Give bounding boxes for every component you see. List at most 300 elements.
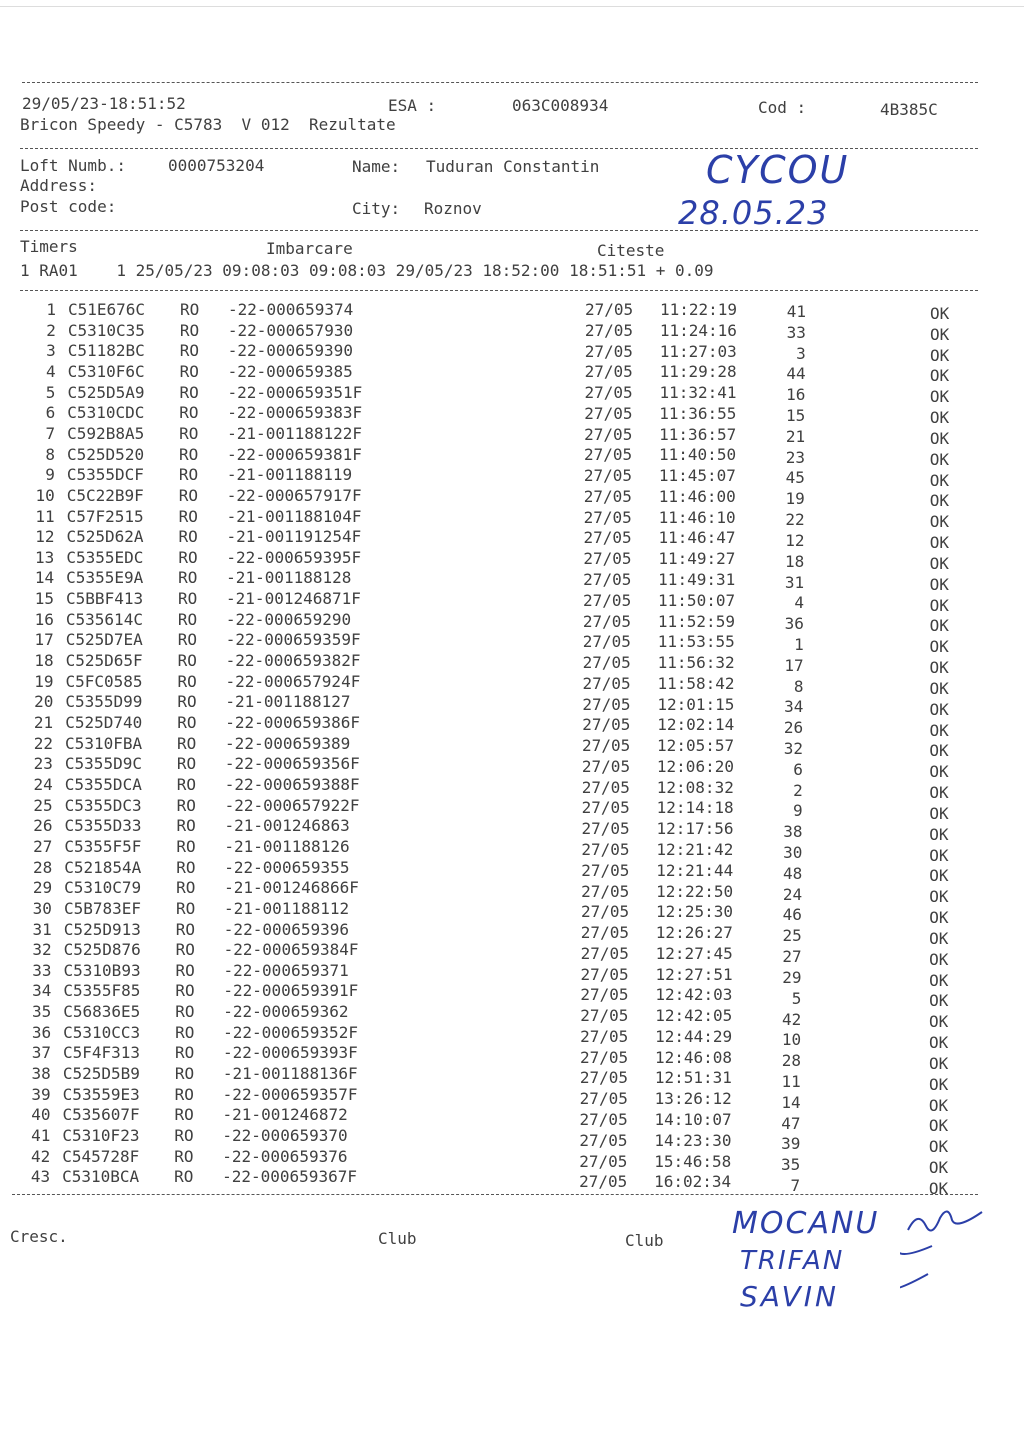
bird-code: C5355F85 <box>63 981 141 1001</box>
ring-number: -21-001246871F <box>226 589 361 609</box>
status-ok: OK <box>929 387 950 407</box>
bird-code: C5FC0585 <box>65 671 143 691</box>
row-number: 24 <box>33 774 53 794</box>
country-code: RO <box>175 940 195 960</box>
row-number: 15 <box>34 589 55 609</box>
ring-number: -21-001188136F <box>222 1064 358 1084</box>
country-code: RO <box>177 692 197 712</box>
arrival-date: 27/05 <box>583 528 632 548</box>
bird-code: C5355E9A <box>66 568 144 588</box>
country-code: RO <box>174 1064 195 1084</box>
status-ok: OK <box>929 803 949 823</box>
table-row <box>0 341 1024 365</box>
place-number: 38 <box>783 822 803 842</box>
bird-code: C5355D33 <box>64 816 142 836</box>
signature-trifan: TRIFAN <box>740 1246 845 1276</box>
ring-number: -22-000659376 <box>222 1146 348 1166</box>
status-ok: OK <box>928 1137 949 1157</box>
row-number: 18 <box>34 651 54 671</box>
status-ok: OK <box>929 887 949 907</box>
table-row <box>0 857 1024 886</box>
row-number: 26 <box>33 816 53 836</box>
arrival-date: 27/05 <box>581 777 630 797</box>
status-ok: OK <box>929 470 950 490</box>
status-ok: OK <box>928 1053 949 1073</box>
country-code: RO <box>178 589 198 609</box>
status-ok: OK <box>929 678 949 698</box>
arrival-time: 11:50:07 <box>658 590 736 610</box>
arrival-time: 12:08:32 <box>656 777 734 797</box>
country-code: RO <box>176 774 197 794</box>
arrival-date: 27/05 <box>580 1006 629 1026</box>
row-number: 37 <box>31 1043 51 1063</box>
timer-line: 1 RA01 1 25/05/23 09:08:03 09:08:03 29/05/23 18:52:00 18:51:51 + 0.09 <box>20 261 714 280</box>
table-row <box>0 671 1024 698</box>
arrival-date: 27/05 <box>582 632 631 652</box>
place-number: 4 <box>794 593 805 613</box>
place-number: 16 <box>786 385 806 405</box>
place-number: 3 <box>796 343 806 363</box>
ring-number: -22-000659351F <box>227 382 363 402</box>
status-ok: OK <box>928 1158 949 1178</box>
country-code: RO <box>179 403 199 423</box>
status-ok: OK <box>929 637 949 657</box>
row-number: 17 <box>34 630 54 650</box>
signature-mocanu: MOCANU <box>732 1206 880 1241</box>
table-row <box>0 960 1024 990</box>
arrival-time: 11:56:32 <box>657 653 735 673</box>
arrival-time: 11:27:03 <box>659 341 737 361</box>
table-row <box>0 692 1024 719</box>
country-code: RO <box>175 960 195 980</box>
ring-number: -22-000659386F <box>225 713 361 732</box>
divider-timers <box>20 230 978 231</box>
ring-number: -22-000659390 <box>227 341 353 361</box>
place-number: 44 <box>786 364 806 384</box>
row-number: 43 <box>30 1167 51 1187</box>
address-label: Address: <box>20 176 98 195</box>
bird-code: C5355DCA <box>64 774 142 794</box>
place-number: 31 <box>784 572 805 592</box>
bird-code: C5B783EF <box>63 898 141 918</box>
country-code: RO <box>179 361 199 381</box>
handwritten-name: CYCOU <box>706 148 850 192</box>
place-number: 32 <box>783 739 804 758</box>
club-label-2: Club <box>625 1231 664 1250</box>
arrival-date: 27/05 <box>581 798 630 818</box>
place-number: 22 <box>785 510 805 530</box>
place-number: 17 <box>784 655 804 675</box>
ring-number: -21-001188126 <box>224 836 350 856</box>
arrival-time: 12:21:42 <box>656 840 734 859</box>
row-number: 30 <box>32 898 52 918</box>
arrival-time: 16:02:34 <box>654 1172 732 1192</box>
table-row <box>0 568 1024 594</box>
bird-code: C592B8A5 <box>67 423 145 443</box>
arrival-time: 12:14:18 <box>656 798 734 818</box>
place-number: 19 <box>785 489 805 509</box>
status-ok: OK <box>929 408 950 428</box>
country-code: RO <box>180 300 200 319</box>
citeste-label: Citeste <box>597 241 665 260</box>
ring-number: -22-000659374 <box>228 300 354 319</box>
arrival-date: 27/05 <box>583 549 632 569</box>
arrival-date: 27/05 <box>579 1047 629 1067</box>
table-row <box>0 322 1024 342</box>
ring-number: -21-001246863 <box>224 816 350 836</box>
bird-code: C5355F5F <box>64 836 142 856</box>
arrival-time: 12:02:14 <box>657 715 735 735</box>
bird-code: C5355D9C <box>64 754 142 774</box>
esa-label: ESA : <box>388 96 437 115</box>
table-row <box>0 816 1024 844</box>
arrival-date: 27/05 <box>584 445 633 465</box>
table-row <box>0 795 1024 823</box>
status-ok: OK <box>929 928 949 948</box>
divider-top <box>22 82 978 83</box>
status-ok: OK <box>929 512 949 532</box>
place-number: 41 <box>786 302 806 321</box>
table-row <box>0 465 1024 490</box>
place-number: 23 <box>785 447 806 467</box>
table-row <box>0 774 1024 803</box>
arrival-date: 27/05 <box>579 1068 628 1088</box>
status-ok: OK <box>928 1095 949 1115</box>
bird-code: C5355DC3 <box>64 795 142 815</box>
arrival-time: 12:27:45 <box>655 943 733 963</box>
device-info: Bricon Speedy - C5783 V 012 Rezultate <box>20 115 396 134</box>
table-row <box>0 713 1024 740</box>
table-row <box>0 754 1024 782</box>
cod-label: Cod : <box>758 98 807 117</box>
row-number: 6 <box>45 403 56 423</box>
place-number: 26 <box>783 718 804 738</box>
place-number: 24 <box>782 884 803 904</box>
country-code: RO <box>175 1022 195 1042</box>
arrival-time: 11:45:07 <box>658 466 736 486</box>
arrival-date: 27/05 <box>581 881 630 901</box>
status-ok: OK <box>929 533 949 553</box>
country-code: RO <box>178 506 198 526</box>
bird-code: C525D5A9 <box>67 382 145 402</box>
status-ok: OK <box>929 908 949 928</box>
arrival-date: 27/05 <box>580 1026 629 1046</box>
arrival-date: 27/05 <box>580 964 629 984</box>
arrival-time: 11:24:16 <box>659 320 737 340</box>
ring-number: -22-000659356F <box>224 754 360 774</box>
ring-number: -22-000659382F <box>225 651 361 671</box>
ring-number: -22-000657924F <box>225 671 361 691</box>
country-code: RO <box>177 733 197 753</box>
bird-code: C51E676C <box>68 300 146 319</box>
bird-code: C535607F <box>62 1105 140 1125</box>
arrival-date: 27/05 <box>582 611 632 631</box>
status-ok: OK <box>929 449 950 469</box>
row-number: 8 <box>45 444 56 464</box>
arrival-date: 27/05 <box>583 486 632 506</box>
place-number: 7 <box>790 1176 801 1196</box>
table-row <box>0 940 1024 969</box>
country-code: RO <box>174 1084 194 1104</box>
arrival-date: 27/05 <box>582 673 631 693</box>
loft-label: Loft Numb.: <box>20 156 126 175</box>
country-code: RO <box>179 382 199 402</box>
arrival-date: 27/05 <box>579 1151 628 1171</box>
bird-code: C57F2515 <box>66 506 144 526</box>
name-value: Tuduran Constantin <box>426 157 600 176</box>
arrival-date: 27/05 <box>579 1172 628 1192</box>
ring-number: -21-001188127 <box>225 692 351 712</box>
country-code: RO <box>178 465 199 485</box>
table-row <box>0 1043 1024 1073</box>
country-code: RO <box>175 1002 195 1022</box>
arrival-time: 12:51:31 <box>654 1068 732 1088</box>
ring-number: -22-000657917F <box>226 485 362 505</box>
place-number: 35 <box>780 1155 801 1175</box>
report-datetime: 29/05/23-18:51:52 <box>22 94 186 113</box>
cod-value: 4B385C <box>880 100 938 119</box>
arrival-time: 11:58:42 <box>657 673 735 693</box>
bird-code: C5F4F313 <box>62 1043 141 1063</box>
table-row <box>0 630 1024 657</box>
status-ok: OK <box>929 345 950 365</box>
arrival-date: 27/05 <box>585 300 634 319</box>
arrival-date: 27/05 <box>580 985 629 1005</box>
country-code: RO <box>174 1105 194 1125</box>
ring-number: -22-000659393F <box>222 1043 358 1063</box>
place-number: 30 <box>783 843 803 863</box>
status-ok: OK <box>928 1074 949 1094</box>
status-ok: OK <box>929 991 949 1011</box>
status-ok: OK <box>929 428 950 448</box>
ring-number: -21-001188119 <box>226 465 353 485</box>
ring-number: -22-000659352F <box>223 1022 358 1042</box>
status-ok: OK <box>929 595 949 615</box>
country-code: RO <box>179 423 199 443</box>
country-code: RO <box>174 1167 194 1187</box>
row-number: 39 <box>31 1084 51 1104</box>
arrival-date: 27/05 <box>581 860 630 880</box>
arrival-time: 12:01:15 <box>657 694 735 714</box>
arrival-date: 27/05 <box>582 715 631 735</box>
status-ok: OK <box>928 1116 949 1136</box>
country-code: RO <box>176 857 196 877</box>
bird-code: C5BBF413 <box>66 589 144 609</box>
timers-label: Timers <box>20 237 78 256</box>
table-row <box>0 423 1024 448</box>
arrival-date: 27/05 <box>584 362 633 382</box>
country-code: RO <box>178 485 198 505</box>
place-number: 18 <box>785 551 805 571</box>
bird-code: C5310C35 <box>67 320 145 340</box>
arrival-time: 11:46:00 <box>658 486 736 506</box>
country-code: RO <box>179 320 200 340</box>
ring-number: -22-000659355 <box>224 857 350 877</box>
table-row <box>0 1167 1024 1198</box>
arrival-time: 11:49:27 <box>658 549 736 569</box>
bird-code: C5355D99 <box>65 692 143 712</box>
ring-number: -22-000657922F <box>224 795 360 815</box>
name-label: Name: <box>352 157 401 176</box>
country-code: RO <box>176 836 196 856</box>
place-number: 6 <box>793 759 803 779</box>
ring-number: -21-001191254F <box>226 527 362 547</box>
ring-number: -22-000659385 <box>227 361 353 381</box>
row-number: 11 <box>35 506 55 526</box>
arrival-date: 27/05 <box>581 756 631 776</box>
bird-code: C525D520 <box>67 444 145 464</box>
bird-code: C5310FBA <box>65 733 143 753</box>
arrival-time: 11:36:57 <box>659 424 737 444</box>
arrival-date: 27/05 <box>579 1089 628 1109</box>
bird-code: C525D876 <box>63 940 141 960</box>
ring-number: -22-000659389 <box>225 733 351 753</box>
ring-number: -22-000657930 <box>227 320 354 340</box>
table-row <box>0 836 1024 865</box>
place-number: 28 <box>781 1051 801 1071</box>
place-number: 12 <box>785 530 805 550</box>
table-row <box>0 527 1024 553</box>
arrival-date: 27/05 <box>579 1110 628 1130</box>
arrival-time: 11:53:55 <box>657 632 735 652</box>
bird-code: C53559E3 <box>62 1084 140 1104</box>
arrival-time: 12:46:08 <box>654 1047 733 1067</box>
status-ok: OK <box>929 553 949 573</box>
arrival-time: 12:42:03 <box>655 985 733 1005</box>
arrival-date: 27/05 <box>583 466 633 486</box>
ring-number: -22-000659359F <box>225 630 361 650</box>
arrival-time: 11:29:28 <box>659 362 737 382</box>
row-number: 5 <box>45 382 56 402</box>
bird-code: C5355EDC <box>66 547 144 567</box>
row-number: 13 <box>35 547 55 567</box>
row-number: 14 <box>34 568 55 588</box>
status-ok: OK <box>929 762 949 782</box>
row-number: 3 <box>46 341 56 361</box>
table-row <box>0 547 1024 573</box>
bird-code: C5310BCA <box>62 1167 140 1187</box>
arrival-time: 13:26:12 <box>654 1089 732 1109</box>
arrival-date: 27/05 <box>580 902 630 922</box>
bird-code: C5310B93 <box>63 960 141 980</box>
place-number: 5 <box>791 988 802 1008</box>
table-row <box>0 382 1024 407</box>
row-number: 9 <box>45 465 55 485</box>
city-label: City: <box>352 199 401 218</box>
arrival-time: 12:27:51 <box>655 964 733 984</box>
ring-number: -22-000659388F <box>224 774 360 794</box>
arrival-time: 14:10:07 <box>654 1110 732 1130</box>
place-number: 9 <box>792 801 803 821</box>
status-ok: OK <box>929 658 949 678</box>
bird-code: C5C22B9F <box>66 485 144 505</box>
arrival-date: 27/05 <box>582 736 631 756</box>
place-number: 48 <box>782 863 803 883</box>
ring-number: -22-000659362 <box>223 1002 349 1022</box>
status-ok: OK <box>929 720 949 740</box>
country-code: RO <box>179 341 199 361</box>
ring-number: -22-000659357F <box>222 1084 358 1104</box>
status-ok: OK <box>929 824 949 844</box>
row-number: 19 <box>34 671 54 691</box>
row-number: 27 <box>33 836 53 856</box>
arrival-time: 12:42:05 <box>655 1006 733 1026</box>
row-number: 16 <box>34 609 54 629</box>
arrival-time: 14:23:30 <box>654 1130 732 1150</box>
place-number: 27 <box>782 947 802 967</box>
place-number: 46 <box>782 905 802 925</box>
handwritten-date: 28.05.23 <box>678 194 829 232</box>
country-code: RO <box>176 795 196 815</box>
arrival-date: 27/05 <box>584 341 633 361</box>
country-code: RO <box>177 671 197 691</box>
arrival-time: 11:49:31 <box>658 569 736 589</box>
country-code: RO <box>177 609 198 629</box>
table-row <box>0 403 1024 428</box>
place-number: 8 <box>793 676 804 696</box>
arrival-date: 27/05 <box>582 653 631 673</box>
table-row <box>0 609 1024 636</box>
country-code: RO <box>176 816 196 836</box>
arrival-time: 11:52:59 <box>657 611 735 631</box>
country-code: RO <box>175 919 196 939</box>
country-code: RO <box>178 547 198 567</box>
place-number: 36 <box>784 614 804 634</box>
table-row <box>0 485 1024 511</box>
ring-number: -21-001188128 <box>226 568 352 588</box>
place-number: 2 <box>793 780 803 800</box>
bird-code: C525D913 <box>63 919 141 939</box>
table-row <box>0 919 1024 948</box>
row-number: 36 <box>31 1022 52 1042</box>
row-number: 41 <box>31 1126 51 1145</box>
table-row <box>0 733 1024 761</box>
country-code: RO <box>177 713 197 732</box>
signature-savin: SAVIN <box>740 1280 839 1313</box>
arrival-date: 27/05 <box>584 320 634 340</box>
city-value: Roznov <box>424 199 482 218</box>
ring-number: -21-001246872 <box>222 1105 348 1125</box>
place-number: 21 <box>785 426 806 446</box>
status-ok: OK <box>930 304 950 323</box>
arrival-time: 11:40:50 <box>659 445 737 465</box>
table-row <box>0 898 1024 928</box>
row-number: 21 <box>33 713 54 732</box>
arrival-date: 27/05 <box>584 424 633 444</box>
table-row <box>0 981 1024 1011</box>
bird-code: C535614C <box>65 609 143 629</box>
table-row <box>0 506 1024 532</box>
row-number: 1 <box>46 300 56 319</box>
signature-scribbles <box>900 1200 1000 1310</box>
table-row <box>0 878 1024 907</box>
bird-code: C521854A <box>64 857 142 877</box>
arrival-time: 12:25:30 <box>655 902 733 922</box>
status-ok: OK <box>929 845 949 865</box>
table-row <box>0 589 1024 615</box>
country-code: RO <box>176 878 196 898</box>
place-number: 1 <box>794 634 804 654</box>
status-ok: OK <box>929 741 949 761</box>
row-number: 31 <box>32 919 52 939</box>
arrival-time: 12:17:56 <box>656 819 734 839</box>
ring-number: -21-001246866F <box>224 878 359 898</box>
loft-value: 0000753204 <box>168 156 265 175</box>
country-code: RO <box>179 444 199 464</box>
arrival-time: 11:22:19 <box>660 300 738 319</box>
arrival-time: 11:46:47 <box>658 528 736 548</box>
place-number: 11 <box>781 1071 801 1091</box>
